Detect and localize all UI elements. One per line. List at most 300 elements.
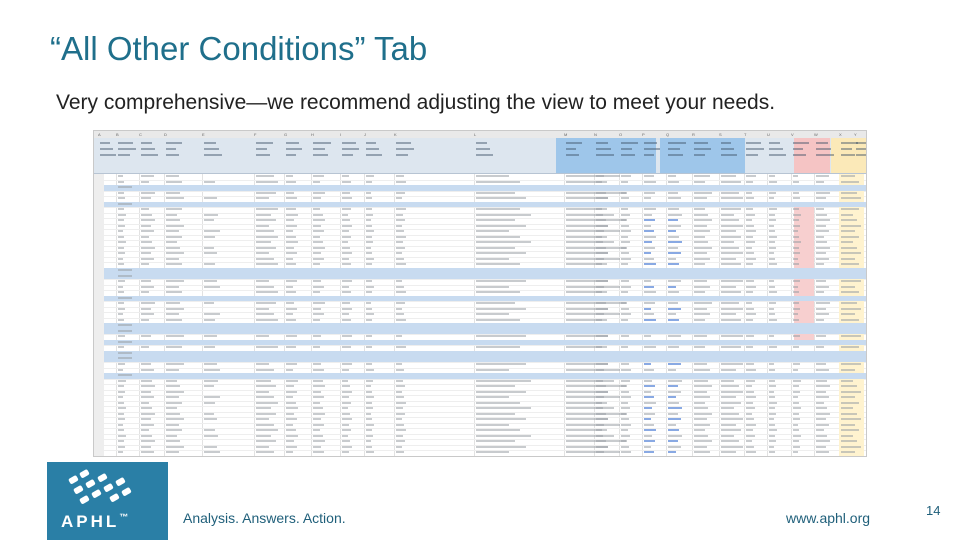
cell-text (694, 225, 707, 227)
cell-text (841, 429, 859, 431)
cell-text (286, 252, 297, 254)
cell-text (721, 225, 743, 227)
cell-text (118, 175, 123, 177)
cell-text (841, 424, 855, 426)
cell-text (841, 225, 861, 227)
cell-text (476, 418, 526, 420)
header-cell-text (313, 142, 331, 144)
cell-text (769, 451, 775, 453)
cell-text (841, 291, 859, 293)
cell-text (141, 230, 154, 232)
cell-text (621, 429, 628, 431)
cell-text (769, 230, 775, 232)
cell-text (769, 424, 775, 426)
cell-text (476, 236, 520, 238)
cell-text (793, 225, 800, 227)
cell-text (668, 291, 679, 293)
header-cell-text (204, 148, 219, 150)
cell-text (166, 346, 182, 348)
cell-text (668, 335, 681, 337)
cell-text (841, 258, 855, 260)
cell-text (118, 236, 124, 238)
cell-text (841, 440, 857, 442)
cell-text (644, 418, 651, 420)
cell-text (286, 291, 296, 293)
cell-text (286, 241, 298, 243)
cell-text (721, 291, 741, 293)
cell-text (816, 247, 830, 249)
cell-text (313, 435, 323, 437)
section-label (118, 352, 132, 354)
cell-text (694, 440, 712, 442)
cell-text (313, 319, 320, 321)
cell-text (644, 263, 656, 265)
cell-text (746, 263, 753, 265)
cell-text (621, 385, 627, 387)
header-cell-text (396, 148, 414, 150)
cell-text (118, 280, 125, 282)
cell-text (769, 385, 776, 387)
cell-text (366, 440, 371, 442)
cell-text (366, 175, 374, 177)
cell-text (621, 236, 628, 238)
cell-text (166, 175, 179, 177)
cell-text (286, 214, 298, 216)
cell-text (476, 247, 515, 249)
cell-text (118, 302, 124, 304)
cell-text (644, 181, 656, 183)
cell-text (644, 319, 656, 321)
cell-text (256, 219, 276, 221)
cell-text (793, 219, 799, 221)
cell-text (668, 263, 679, 265)
cell-text (313, 380, 323, 382)
cell-text (286, 280, 297, 282)
cell-text (668, 302, 678, 304)
cell-text (342, 214, 348, 216)
cell-text (721, 308, 743, 310)
cell-text (841, 369, 855, 371)
cell-text (256, 407, 271, 409)
header-cell-text (396, 142, 411, 144)
cell-text (621, 219, 627, 221)
cell-text (841, 363, 861, 365)
cell-text (313, 263, 320, 265)
cell-text (166, 335, 184, 337)
cell-text (396, 402, 406, 404)
cell-text (694, 380, 708, 382)
cell-text (286, 263, 296, 265)
header-cell-text (366, 142, 376, 144)
cell-text (313, 175, 324, 177)
header-cell-text (286, 154, 296, 156)
cell-text (286, 181, 296, 183)
cell-text (746, 252, 754, 254)
cell-text (721, 446, 743, 448)
cell-text (141, 413, 155, 415)
column-letter: X (839, 132, 842, 137)
cell-text (366, 385, 371, 387)
cell-text (644, 192, 655, 194)
cell-text (694, 247, 712, 249)
cell-text (342, 258, 349, 260)
cell-text (746, 308, 754, 310)
cell-text (166, 418, 184, 420)
cell-text (141, 335, 151, 337)
cell-text (166, 291, 182, 293)
cell-text (396, 247, 405, 249)
cell-text (342, 429, 351, 431)
cell-text (204, 280, 217, 282)
cell-text (313, 252, 321, 254)
cell-text (596, 302, 606, 304)
cell-text (621, 363, 629, 365)
header-cell-text (769, 154, 786, 156)
cell-text (141, 175, 154, 177)
cell-text (746, 391, 754, 393)
cell-text (596, 208, 607, 210)
cell-text (286, 391, 297, 393)
cell-text (366, 429, 372, 431)
cell-text (769, 435, 775, 437)
cell-text (313, 402, 320, 404)
cell-text (256, 225, 269, 227)
cell-text (166, 380, 177, 382)
cell-text (746, 319, 753, 321)
cell-text (166, 247, 180, 249)
cell-text (694, 385, 712, 387)
cell-text (668, 247, 678, 249)
cell-text (596, 241, 603, 243)
cell-text (694, 429, 705, 431)
cell-text (668, 319, 679, 321)
header-cell-text (644, 154, 654, 156)
cell-text (841, 446, 861, 448)
aphl-logo (47, 462, 168, 540)
cell-text (342, 192, 350, 194)
cell-text (721, 369, 736, 371)
cell-text (166, 451, 179, 453)
cell-text (841, 247, 857, 249)
cell-text (668, 258, 676, 260)
header-cell-text (342, 148, 359, 150)
cell-text (476, 214, 531, 216)
cell-text (621, 192, 627, 194)
header-cell-text (816, 142, 828, 144)
cell-text (166, 208, 182, 210)
column-letter: N (594, 132, 597, 137)
cell-text (566, 407, 614, 409)
cell-text (769, 407, 775, 409)
cell-text (769, 175, 775, 177)
cell-text (769, 429, 777, 431)
cell-text (342, 413, 350, 415)
cell-text (396, 291, 406, 293)
cell-text (118, 241, 126, 243)
cell-text (366, 346, 372, 348)
cell-text (816, 429, 824, 431)
cell-text (396, 391, 402, 393)
cell-text (769, 363, 774, 365)
cell-text (476, 263, 520, 265)
cell-text (118, 230, 123, 232)
cell-text (166, 413, 180, 415)
cell-text (141, 219, 155, 221)
cell-text (668, 280, 681, 282)
cell-text (204, 363, 217, 365)
cell-text (769, 313, 775, 315)
section-label (118, 269, 132, 271)
cell-text (342, 197, 352, 199)
cell-text (721, 241, 734, 243)
cell-text (313, 407, 323, 409)
cell-text (769, 258, 775, 260)
cell-text (793, 197, 800, 199)
cell-text (746, 258, 756, 260)
cell-text (313, 385, 325, 387)
section-label (118, 374, 132, 376)
cell-text (746, 435, 755, 437)
cell-text (366, 225, 372, 227)
cell-text (256, 197, 269, 199)
cell-text (841, 214, 853, 216)
cell-text (342, 369, 349, 371)
cell-text (621, 252, 629, 254)
cell-text (721, 402, 741, 404)
cell-text (166, 280, 184, 282)
cell-text (166, 214, 177, 216)
cell-text (841, 346, 859, 348)
cell-text (621, 247, 627, 249)
cell-text (566, 175, 620, 177)
cell-text (668, 208, 679, 210)
cell-text (204, 369, 220, 371)
cell-text (841, 181, 859, 183)
cell-text (769, 413, 776, 415)
cell-text (596, 380, 603, 382)
cell-text (793, 252, 800, 254)
cell-text (793, 313, 798, 315)
cell-text (141, 451, 154, 453)
cell-text (313, 225, 321, 227)
cell-text (694, 258, 710, 260)
cell-text (396, 181, 406, 183)
cell-text (793, 440, 799, 442)
cell-text (746, 236, 753, 238)
cell-text (166, 396, 179, 398)
cell-text (769, 225, 774, 227)
cell-text (793, 208, 799, 210)
cell-text (566, 424, 620, 426)
cell-text (668, 424, 676, 426)
cell-text (342, 385, 350, 387)
header-cell-text (668, 142, 686, 144)
row-number-cell (94, 450, 104, 456)
cell-text (256, 391, 269, 393)
cell-text (476, 346, 520, 348)
cell-text (286, 407, 298, 409)
cell-text (769, 369, 775, 371)
cell-text (793, 363, 800, 365)
cell-text (668, 219, 678, 221)
cell-text (396, 208, 406, 210)
cell-text (342, 263, 351, 265)
cell-text (141, 363, 151, 365)
cell-text (366, 363, 372, 365)
header-cell-text (566, 154, 579, 156)
cell-text (166, 302, 180, 304)
cell-text (841, 280, 861, 282)
cell-text (721, 214, 734, 216)
cell-text (816, 197, 826, 199)
cell-text (256, 263, 278, 265)
cell-text (816, 252, 826, 254)
cell-text (769, 208, 777, 210)
cell-text (141, 446, 151, 448)
cell-text (841, 208, 859, 210)
cell-text (621, 225, 629, 227)
cell-text (476, 252, 526, 254)
cell-text (366, 286, 374, 288)
cell-text (668, 236, 679, 238)
cell-text (694, 346, 705, 348)
cell-text (621, 451, 631, 453)
cell-text (342, 402, 351, 404)
cell-text (476, 407, 531, 409)
cell-text (769, 418, 774, 420)
cell-text (816, 192, 830, 194)
cell-text (721, 346, 741, 348)
cell-text (668, 241, 682, 243)
cell-text (644, 369, 654, 371)
cell-text (694, 208, 705, 210)
cell-text (816, 181, 824, 183)
column-letter: S (719, 132, 722, 137)
cell-text (256, 302, 276, 304)
cell-text (476, 181, 520, 183)
cell-text (204, 346, 215, 348)
header-cell-text (204, 154, 222, 156)
cell-text (286, 424, 293, 426)
cell-text (694, 435, 708, 437)
cell-text (256, 424, 274, 426)
cell-text (286, 175, 293, 177)
cell-text (313, 369, 324, 371)
column-letter: C (139, 132, 142, 137)
cell-text (366, 396, 374, 398)
cell-text (256, 181, 278, 183)
cell-text (476, 319, 520, 321)
cell-text (694, 197, 707, 199)
cell-text (256, 346, 278, 348)
cell-text (621, 313, 631, 315)
cell-text (746, 446, 754, 448)
header-cell-text (313, 148, 325, 150)
cell-text (694, 451, 710, 453)
cell-text (286, 413, 294, 415)
spreadsheet-header-row (94, 138, 866, 174)
cell-text (816, 391, 826, 393)
cell-text (746, 424, 756, 426)
cell-text (342, 175, 349, 177)
cell-text (342, 252, 352, 254)
cell-text (816, 214, 827, 216)
cell-text (204, 263, 215, 265)
cell-text (396, 407, 403, 409)
cell-text (596, 280, 608, 282)
cell-text (644, 424, 654, 426)
cell-text (396, 440, 405, 442)
cell-text (476, 451, 509, 453)
cell-text (644, 258, 654, 260)
header-cell-text (476, 154, 493, 156)
cell-text (694, 418, 707, 420)
header-cell-text (100, 154, 116, 156)
section-label (118, 297, 132, 299)
cell-text (769, 446, 774, 448)
cell-text (204, 313, 220, 315)
cell-text (313, 258, 324, 260)
cell-text (476, 241, 531, 243)
cell-text (342, 313, 349, 315)
cell-text (476, 369, 509, 371)
cell-text (204, 335, 217, 337)
cell-text (342, 236, 351, 238)
cell-text (118, 192, 124, 194)
cell-text (366, 258, 374, 260)
cell-text (256, 396, 274, 398)
cell-text (286, 385, 294, 387)
spreadsheet-rows (94, 174, 866, 456)
cell-text (816, 230, 829, 232)
cell-text (621, 435, 630, 437)
header-cell-text (856, 148, 867, 150)
cell-text (141, 247, 155, 249)
cell-text (816, 369, 829, 371)
header-cell-text (256, 148, 267, 150)
cell-text (816, 291, 824, 293)
cell-text (596, 313, 604, 315)
cell-text (621, 175, 631, 177)
cell-text (596, 363, 608, 365)
cell-text (396, 396, 404, 398)
cell-text (694, 413, 712, 415)
cell-text (166, 225, 184, 227)
cell-text (668, 435, 682, 437)
cell-text (816, 258, 829, 260)
column-letter: F (254, 132, 257, 137)
footer-url[interactable]: www.aphl.org (786, 510, 871, 526)
cell-text (746, 197, 754, 199)
cell-text (668, 446, 681, 448)
cell-text (694, 252, 707, 254)
cell-text (141, 225, 151, 227)
cell-text (793, 446, 800, 448)
cell-text (118, 286, 123, 288)
cell-text (841, 286, 855, 288)
cell-text (256, 435, 271, 437)
cell-text (476, 380, 531, 382)
cell-text (746, 407, 755, 409)
cell-text (746, 313, 756, 315)
cell-text (396, 319, 406, 321)
cell-text (769, 280, 774, 282)
cell-text (141, 402, 149, 404)
header-cell-text (621, 154, 635, 156)
cell-text (118, 385, 124, 387)
cell-text (366, 247, 371, 249)
cell-text (396, 424, 404, 426)
